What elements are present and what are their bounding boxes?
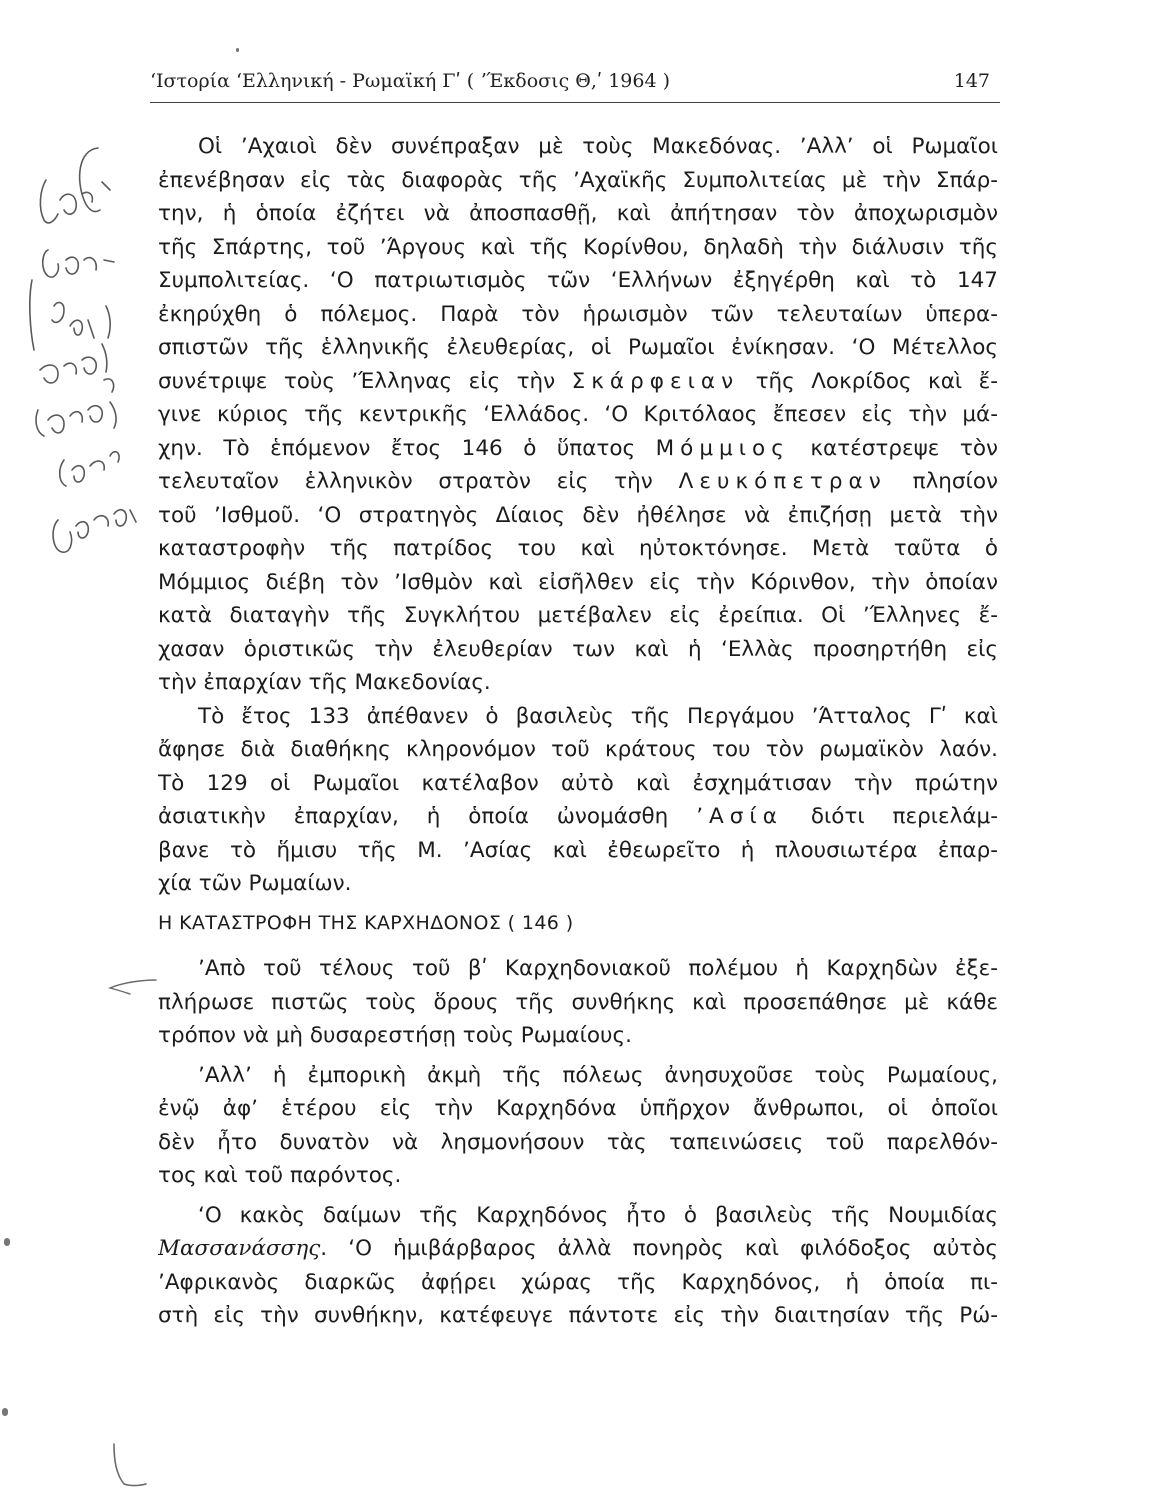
text-line: τῆς Σπάρτης, τοῦ ʼΆργους καὶ τῆς Κορίνθου, δηλαδὴ τὴν διάλυσιν τῆς [158,234,998,260]
spaced-province-name: ʼΑσία [696,804,783,829]
pencil-mark-icon [104,1440,154,1490]
text-line [158,800,998,834]
text-line: καταστροφὴν τῆς πατρίδος του καὶ ηὐτοκτόνησε. Μετὰ ταῦτα ὁ [158,536,998,561]
running-header [150,64,990,100]
text-line: ἐπενέβησαν εἰς τὰς διαφορὰς τῆς ʼΑχαϊκῆς Συμπολιτείας μὲ τὴν Σπάρ- [158,167,998,193]
text-line: ἄφησε διὰ διαθήκης κληρονόμον τοῦ κράτους του τὸν ρωμαϊκὸν λαόν. [158,737,998,762]
text-line: ἐκηρύχθη ὁ πόλεμος. Παρὰ τὸν ἡρωισμὸν τῶν τελευταίων ὑπερα- [158,301,998,327]
paragraph-carthage-treaty [158,952,998,1053]
text-line [158,365,998,399]
text-line: Τὸ 129 οἱ Ρωμαῖοι κατέλαβον αὐτὸ καὶ ἐσχημάτισαν τὴν πρώτην [158,770,998,796]
header-rule [150,102,1000,103]
text-fragment: διότι περιελάμ- [782,804,998,829]
text-line [158,465,998,499]
scan-speck [236,48,239,52]
text-fragment: πλησίον [886,469,998,494]
text-line: τος καὶ τοῦ παρόντος. [158,1163,402,1188]
text-line: χία τῶν Ρωμαίων. [158,871,352,896]
text-line: Μόμμιος διέβη τὸν ʼΙσθμὸν καὶ εἰσῆλθεν εἰς τὴν Κόρινθον, τὴν ὁποίαν [158,569,998,595]
text-line [158,1232,998,1266]
text-line: ʼΑπὸ τοῦ τέλους τοῦ βʹ Καρχηδονιακοῦ πολέμου ἡ Καρχηδὼν ἐξε- [198,956,998,981]
text-line: τοῦ ʼΙσθμοῦ. ʻΟ στρατηγὸς Δίαιος δὲν ἠθέλησε νὰ ἐπιζήσῃ μετὰ τὴν [158,502,998,528]
text-line: ʼΑλλʼ ἡ ἐμπορικὴ ἀκμὴ τῆς πόλεως ἀνησυχοῦσε τοὺς Ρωμαίους, [198,1062,998,1088]
scan-speck [2,1408,8,1416]
italic-name: Μασσανάσσης [158,1236,321,1261]
paragraph-massinissa [158,1199,998,1333]
spaced-place-name: Σκάρφειαν [571,368,740,394]
text-line: κατὰ διαταγὴν τῆς Συγκλήτου μετέβαλεν εἰς ἐρείπια. Οἱ ʼΈλληνες ἔ- [158,603,998,628]
paragraph-achaeans [158,130,998,700]
margin-arrow-icon [104,972,160,998]
text-fragment: . ʻΟ ἡμιβάρβαρος ἀλλὰ πονηρὸς καὶ φιλόδοξος αὐτὸς [320,1236,998,1261]
text-line: Οἱ ʼΑχαιοὶ δὲν συνέπραξαν μὲ τοὺς Μακεδόνας. ʼΑλλʼ οἱ Ρωμαῖοι [198,134,998,159]
handwritten-margin-notes [18,130,148,610]
text-line: τὴν ἐπαρχίαν τῆς Μακεδονίας. [158,670,491,695]
section-heading: Η ΚΑΤΑΣΤΡΟΦΗ ΤΗΣ ΚΑΡΧΗΔΟΝΟΣ ( 146 ) [158,911,574,934]
text-line: τρόπον νὰ μὴ δυσαρεστήσῃ τοὺς Ρωμαίους. [158,1023,632,1048]
text-line: Συμπολιτείας. ʻΟ πατριωτισμὸς τῶν ʻΕλλήνων ἐξηγέρθη καὶ τὸ 147 [158,268,998,293]
text-line: γινε κύριος τῆς κεντρικῆς ʻΕλλάδος. ʻΟ Κριτόλαος ἔπεσεν εἰς τὴν μά- [158,402,998,427]
text-fragment: τῆς Λοκρίδος καὶ ἔ- [739,368,998,394]
text-line [158,432,998,466]
text-line: ἐνῷ ἀφʼ ἑτέρου εἰς τὴν Καρχηδόνα ὑπῆρχον ἄνθρωποι, οἱ ὁποῖοι [158,1096,998,1121]
body-text [158,130,998,1333]
handwriting-scribbles [18,130,148,610]
text-line: στὴ εἰς τὴν συνθήκην, κατέφευγε πάντοτε εἰς τὴν διαιτησίαν τῆς Ρώ- [158,1303,998,1328]
text-fragment: κατέστρεψε τὸν [789,435,998,461]
spaced-person-name: Μόμμιος [655,435,790,461]
text-fragment: τελευταῖον ἑλληνικὸν στρατὸν εἰς τὴν [158,469,679,494]
page-number: 147 [953,70,990,92]
text-line: την, ἡ ὁποία ἐζήτει νὰ ἀποσπασθῇ, καὶ ἀπήτησαν τὸν ἀποχωρισμὸν [158,201,998,226]
scan-speck [4,1238,10,1246]
text-line: ʻΟ κακὸς δαίμων τῆς Καρχηδόνος ἦτο ὁ βασιλεὺς τῆς Νουμιδίας [198,1202,998,1228]
text-fragment: ἀσιατικὴν ἐπαρχίαν, ἡ ὁποία ὠνομάσθη [158,804,697,829]
text-line: πλήρωσε πιστῶς τοὺς ὅρους τῆς συνθήκης καὶ προσεπάθησε μὲ κάθε [158,989,998,1015]
text-line: χασαν ὁριστικῶς τὴν ἐλευθερίαν των καὶ ἡ ʻΕλλὰς προσηρτήθη εἰς [158,636,998,662]
text-fragment: συνέτριψε τοὺς ʼΈλληνας εἰς τὴν [158,368,572,394]
text-line: βανε τὸ ἥμισυ τῆς Μ. ʼΑσίας καὶ ἐθεωρεῖτο ἡ πλουσιωτέρα ἐπαρ- [158,837,998,863]
running-title: ʻΙστορία ʻΕλληνική - Ρωμαϊκή Γʹ ( ʼΈκδοσις Θ,ʹ 1964 ) [150,70,670,92]
text-line: Τὸ ἔτος 133 ἀπέθανεν ὁ βασιλεὺς τῆς Περγάμου ʼΆτταλος Γʹ καὶ [198,703,998,729]
text-line: σπιστῶν τῆς ἑλληνικῆς ἐλευθερίας, οἱ Ρωμαῖοι ἐνίκησαν. ʻΟ Μέτελλος [158,335,998,360]
text-fragment: χην. Τὸ ἑπόμενον ἔτος 146 ὁ ὕπατος [158,435,656,461]
text-line: ʼΑφρικανὸς διαρκῶς ἀφῄρει χώρας τῆς Καρχηδόνος, ἡ ὁποία πι- [158,1269,998,1295]
paragraph-carthage-commerce [158,1059,998,1193]
spaced-place-name: Λευκόπετραν [678,469,887,494]
text-line: δὲν ἦτο δυνατὸν νὰ λησμονήσουν τὰς ταπεινώσεις τοῦ παρελθόν- [158,1129,998,1155]
paragraph-pergamon [158,700,998,901]
